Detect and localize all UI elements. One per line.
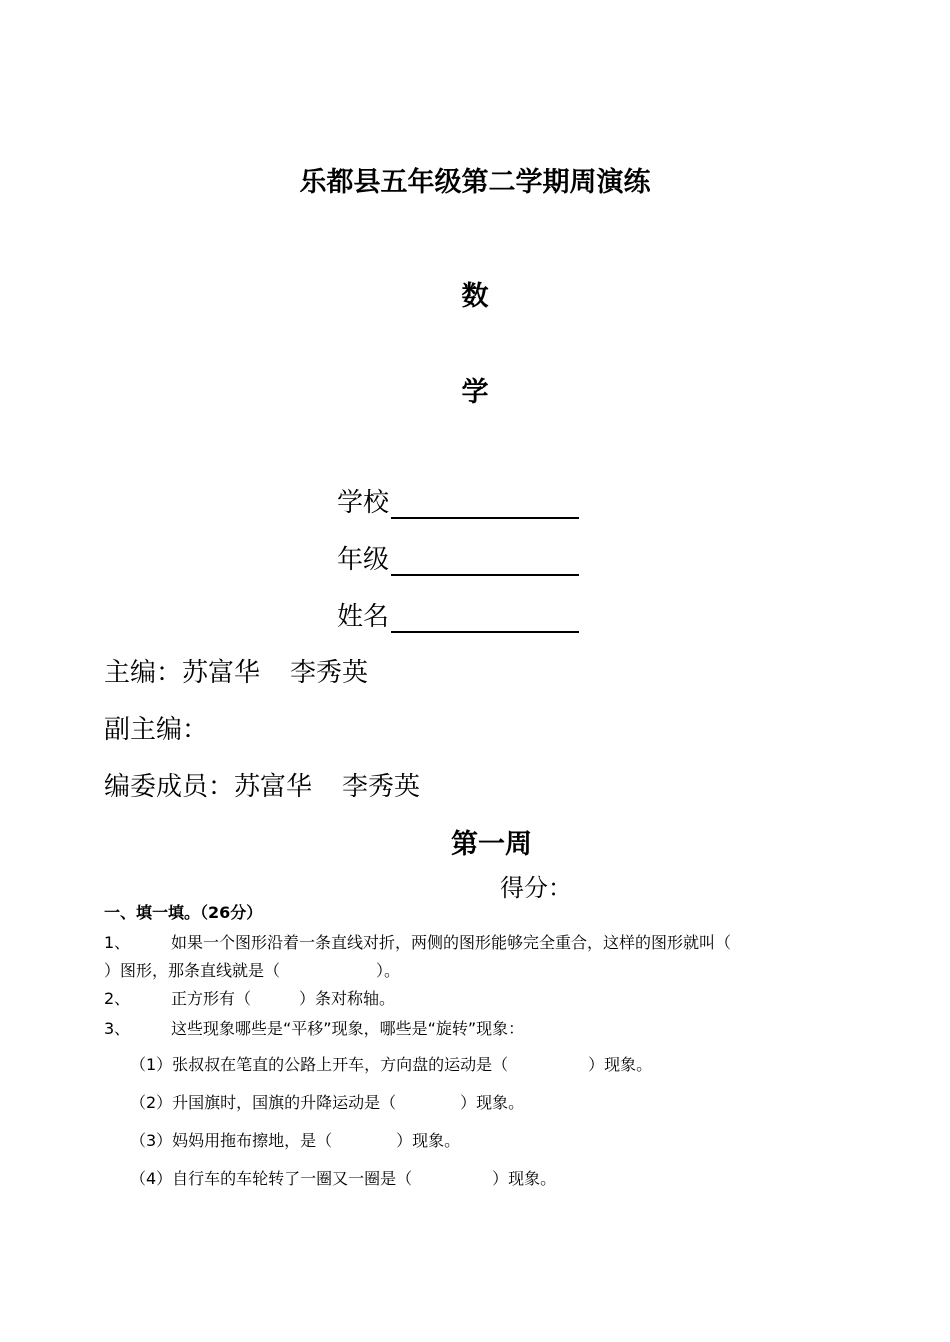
subject-char-2: 学: [461, 377, 489, 408]
week-title: 第一周: [451, 829, 532, 860]
chief-editor-line: [104, 652, 368, 689]
school-blank-line: [391, 487, 579, 519]
subject-char-1: 数: [461, 281, 489, 312]
committee-label: 编委成员：: [104, 772, 235, 802]
score-label: 得分：: [500, 874, 572, 902]
school-label: 学校: [337, 488, 390, 518]
committee-member-name: 苏富华: [234, 772, 313, 802]
section-heading: 一、填一填。（26分）: [104, 903, 263, 922]
grade-field: [337, 539, 579, 576]
chief-editor-name: 李秀英: [290, 658, 369, 688]
question-number: 3、: [104, 1019, 131, 1038]
school-field: [337, 482, 579, 519]
grade-label: 年级: [337, 545, 390, 575]
question-text: 正方形有（ ）条对称轴。: [171, 989, 396, 1008]
question-text-continued: ）图形，那条直线就是（ ）。: [104, 961, 401, 980]
question-number: 2、: [104, 989, 131, 1008]
sub-question: （3）妈妈用拖布擦地，是（ ）现象。: [130, 1131, 461, 1150]
name-label: 姓名: [337, 602, 390, 632]
committee-member-name: 李秀英: [342, 772, 421, 802]
sub-question: （4）自行车的车轮转了一圈又一圈是（ ）现象。: [130, 1169, 557, 1188]
deputy-editor-line: [104, 709, 208, 746]
name-blank-line: [391, 601, 579, 633]
page-title: 乐都县五年级第二学期周演练: [299, 167, 651, 198]
question-text: 这些现象哪些是“平移”现象，哪些是“旋转”现象：: [171, 1019, 525, 1038]
name-field: [337, 596, 579, 633]
chief-editor-name: 苏富华: [182, 658, 261, 688]
grade-blank-line: [391, 544, 579, 576]
deputy-editor-label: 副主编：: [104, 715, 209, 745]
question-number: 1、: [104, 933, 131, 952]
sub-question: （2）升国旗时，国旗的升降运动是（ ）现象。: [130, 1093, 525, 1112]
sub-question: （1）张叔叔在笔直的公路上开车，方向盘的运动是（ ）现象。: [130, 1055, 653, 1074]
chief-editor-label: 主编：: [104, 658, 183, 688]
question-text: 如果一个图形沿着一条直线对折，两侧的图形能够完全重合，这样的图形就叫（: [171, 933, 732, 952]
committee-line: [104, 766, 420, 803]
